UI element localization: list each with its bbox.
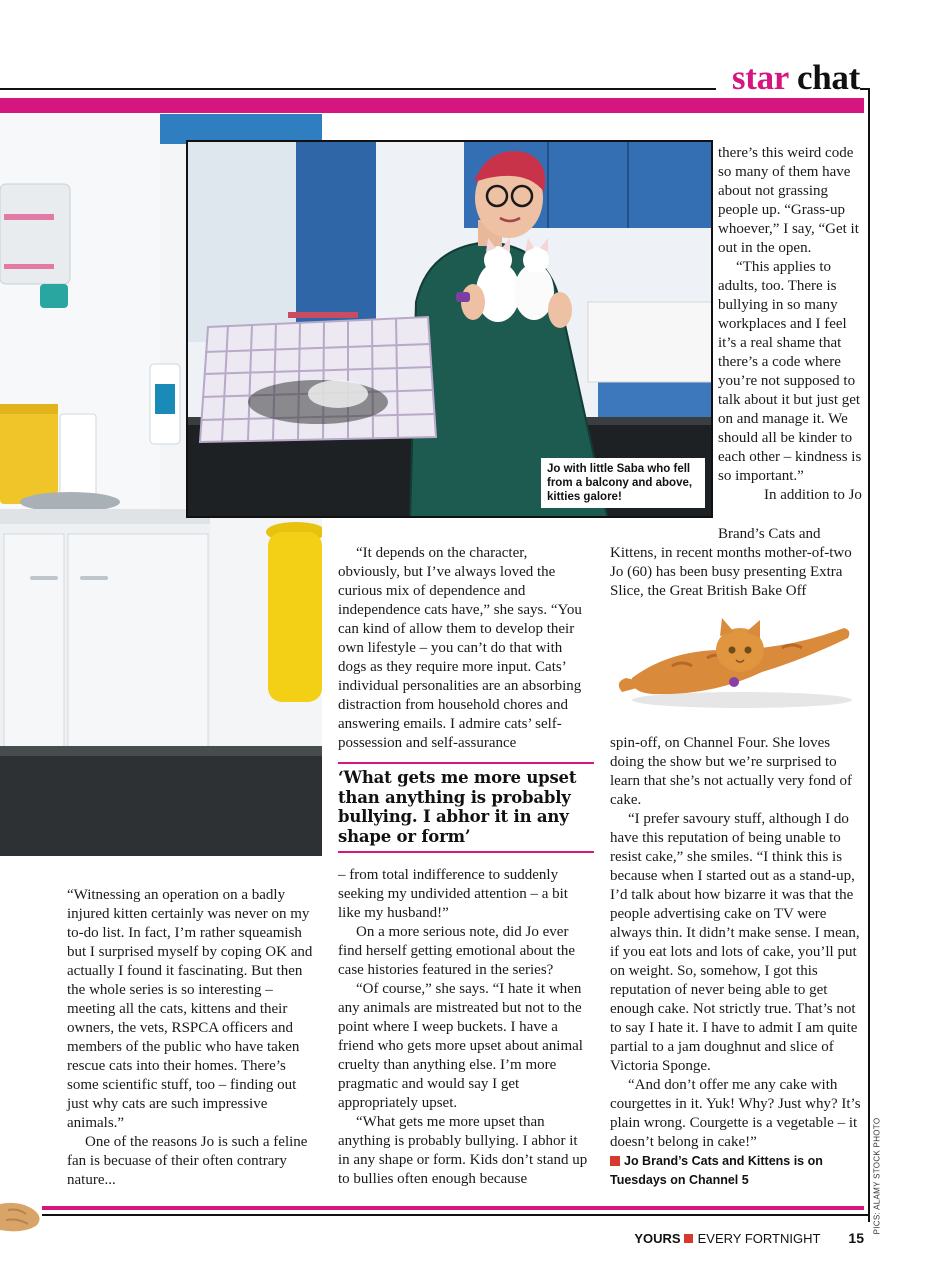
article-column-c-mid [610, 506, 864, 601]
footer-pink-bar [42, 1206, 864, 1210]
paw-icon [0, 1196, 44, 1236]
photo-credit-text: PICS: ALAMY STOCK PHOTO [872, 1117, 882, 1235]
paragraph: “This applies to adults, too. There is bullying in so many workplaces and I feel it’s a real shame that there’s a code where you’re not supposed to talk about it but just get on and manage it. We should all be kinder to each other – kindness is so important.” [718, 259, 862, 484]
magazine-brand: YOURS [634, 1231, 681, 1246]
section-title-star: star [731, 58, 790, 97]
pull-quote-rule-bottom [338, 851, 594, 853]
paragraph: spin-off, on Channel Four. She loves doing the show but we’re surprised to learn that she’s not actually very fond of cake. [610, 735, 853, 808]
paragraph: “What gets me more upset than anything is probably bullying. I abhor it in any shape or form. Kids don’t stand up to bullies often enough because [338, 1114, 588, 1187]
section-title-chat: chat [797, 58, 860, 97]
article-column-b-top [338, 544, 592, 753]
article-column-a [67, 886, 319, 1190]
header-pink-bar [0, 98, 864, 113]
paragraph: “It depends on the character, obviously, but I’ve always loved the curious mix of dependence and independence cats have,” she says. “You can kind of allow them to develop their own lifestyle – you can’t do that with dogs as they require more input. Cats’ individual personalities are an absorbing distraction from household chores and answering emails. I admire cats’ self-possession and self-assurance [338, 545, 582, 751]
photo-caption: Jo with little Saba who fell from a balcony and above, kitties galore! [541, 458, 705, 508]
frame-right-rule [868, 88, 870, 1222]
programme-end-note [610, 1152, 864, 1190]
page-footer [634, 1230, 864, 1246]
page-number: 15 [848, 1230, 864, 1246]
pull-quote-rule-top [338, 762, 594, 764]
photo-credit [870, 1117, 884, 1235]
paragraph: On a more serious note, did Jo ever find herself getting emotional about the case histories featured in the series? [338, 924, 576, 978]
paragraph: One of the reasons Jo is such a feline fan is becuase of their often contrary nature... [67, 1134, 308, 1188]
header-rule [0, 88, 716, 90]
article-column-c-top [718, 144, 864, 505]
paragraph: In addition to Jo [764, 487, 862, 503]
ginger-cat-illustration [612, 608, 860, 714]
paragraph: “And don’t offer me any cake with courgettes in it. Yuk! Why? Just why? It’s plain wrong. Courgette is a vegetable – it doesn’t belong in cake!” [610, 1077, 861, 1150]
ginger-cat-photo [612, 608, 860, 714]
paragraph: “Of course,” she says. “I hate it when any animals are mistreated but not to the point where I weep buckets. I have a friend who gets more upset about animal cruelty than anything else. I’m more pragmatic and would say I get appropriately upset. [338, 981, 583, 1111]
paragraph: “I prefer savoury stuff, although I do have this reputation of being unable to resist cake,” she smiles. “I think this is because when I started out as a stand-up, I’d talk about how bizarre it was that the people advertising cake on TV were always thin. It didn’t make sense. I mean, if you eat lots and lots of cake, you’ll put on weight. So, somehow, I got this reputation of never being able to get enough cake. Not strictly true. That’s not to say I hate it. I have to admit I am quite partial to a jam doughnut and slice of Victoria Sponge. [610, 811, 860, 1074]
red-square-icon [684, 1234, 693, 1243]
cat-paw-decoration [0, 1196, 44, 1236]
article-column-c-bottom [610, 734, 864, 1190]
paragraph: – from total indifference to suddenly seeking my undivided attention – a bit like my husband!” [338, 867, 568, 921]
paragraph: Brand’s Cats and Kittens, in recent months mother-of-two Jo (60) has been busy presenting Extra Slice, the Great British Bake Off [610, 526, 852, 599]
paragraph: there’s this weird code so many of them have about not grassing people up. “Grass-up whoever,” I say, “Get it out in the open. [718, 145, 859, 256]
pull-quote: ‘What gets me more upset than anything is probably bullying. I abhor it in any shape or form’ [338, 768, 577, 846]
end-note-text: Jo Brand’s Cats and Kittens is on Tuesdays on Channel 5 [610, 1154, 823, 1187]
paragraph: “Witnessing an operation on a badly injured kitten certainly was never on my to-do list. In fact, I’m rather squeamish but I surprised myself by coping OK and actually I found it fascinating. But then the whole series is so interesting – meeting all the cats, kittens and their owners, the vets, RSPCA officers and members of the public who have taken rescue cats into their homes. There’s some scientific stuff, too – finding out just why cats are such impressive animals.” [67, 887, 313, 1131]
main-photo [186, 140, 713, 518]
red-square-icon [610, 1156, 620, 1166]
footer-tagline: EVERY FORTNIGHT [697, 1231, 821, 1246]
article-column-b-bottom [338, 866, 592, 1189]
footer-rule [42, 1214, 870, 1216]
section-title [732, 58, 860, 98]
